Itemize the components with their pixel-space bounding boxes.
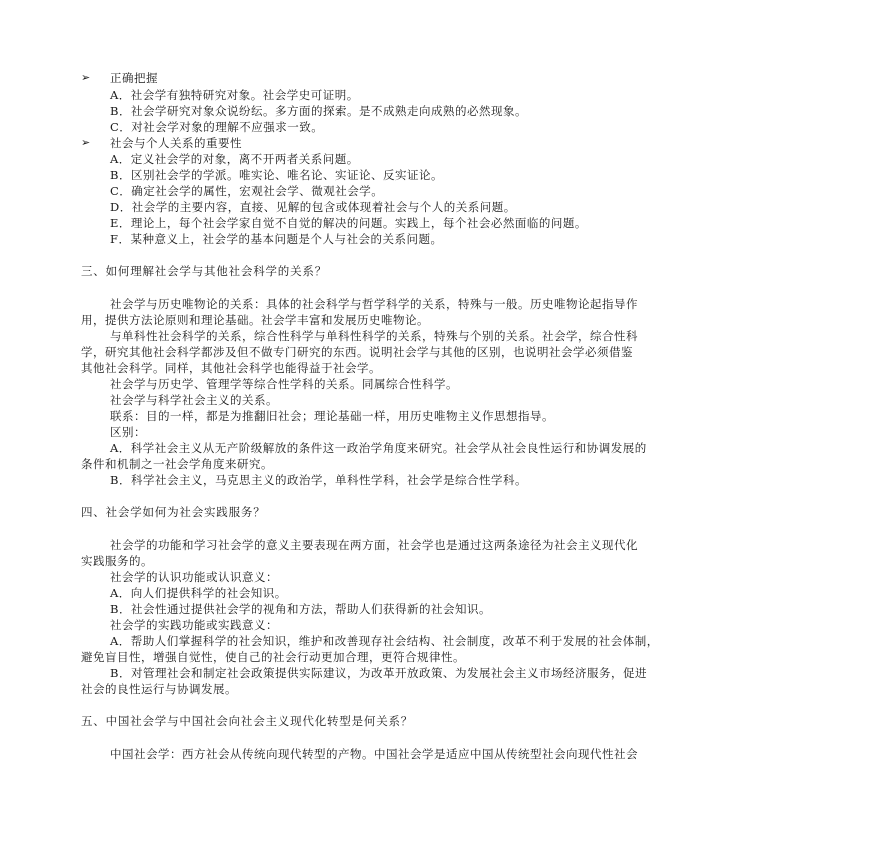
section-heading: 三、如何理解社会学与其他社会科学的关系？ — [81, 264, 327, 278]
paragraph-line: A．帮助人们掌握科学的社会知识，维护和改善现存社会结构、社会制度，改革不利于发展的社会体制， — [110, 634, 659, 648]
paragraph-line: 实践服务的。 — [81, 554, 153, 568]
paragraph-line: 中国社会学：西方社会从传统向现代转型的产物。中国社会学是适应中国从传统型社会向现代性社会 — [110, 747, 638, 761]
list-item: F．某种意义上，社会学的基本问题是个人与社会的关系问题。 — [110, 232, 443, 246]
bullet-title: 正确把握 — [110, 71, 158, 85]
paragraph-line: 学，研究其他社会科学都涉及但不做专门研究的东西。说明社会学与其他的区别，也说明社会学必须借鉴 — [81, 345, 633, 359]
paragraph-line: 联系：目的一样，都是为推翻旧社会；理论基础一样，用历史唯物主义作思想指导。 — [110, 409, 554, 423]
paragraph-line: 其他社会科学。同样，其他社会科学也能得益于社会学。 — [81, 361, 381, 375]
list-item: D．社会学的主要内容，直接、见解的包含或体现着社会与个人的关系问题。 — [110, 200, 516, 214]
list-item: A．定义社会学的对象，离不开两者关系问题。 — [110, 152, 359, 166]
list-item: A．社会学有独特研究对象。社会学史可证明。 — [110, 88, 359, 102]
paragraph-line: A．向人们提供科学的社会知识。 — [110, 586, 287, 600]
section-heading: 五、中国社会学与中国社会向社会主义现代化转型是何关系？ — [81, 714, 414, 728]
list-item: B．区别社会学的学派。唯实论、唯名论、实证论、反实证论。 — [110, 168, 443, 182]
bullet-title: 社会与个人关系的重要性 — [110, 136, 242, 150]
paragraph-line: 避免盲目性，增强自觉性，使自己的社会行动更加合理，更符合规律性。 — [81, 650, 465, 664]
paragraph-line: 社会学与科学社会主义的关系。 — [110, 393, 278, 407]
paragraph-line: 社会学的认识功能或认识意义： — [110, 570, 278, 584]
list-item: C．对社会学对象的理解不应强求一致。 — [110, 120, 324, 134]
arrow-bullet-icon: ➢ — [81, 136, 91, 149]
list-item: C．确定社会学的属性，宏观社会学、微观社会学。 — [110, 184, 384, 198]
paragraph-line: B．科学社会主义，马克思主义的政治学，单科性学科，社会学是综合性学科。 — [110, 473, 527, 487]
paragraph-line: 与单科性社会科学的关系，综合性科学与单科性科学的关系，特殊与个别的关系。社会学，综合性科 — [110, 329, 638, 343]
paragraph-line: 社会学的功能和学习社会学的意义主要表现在两方面，社会学也是通过这两条途径为社会主义现代化 — [110, 538, 638, 552]
list-item: E．理论上，每个社会学家自觉不自觉的解决的问题。实践上，每个社会必然面临的问题。 — [110, 216, 587, 230]
paragraph-line: B．社会性通过提供社会学的视角和方法，帮助人们获得新的社会知识。 — [110, 602, 491, 616]
section-heading: 四、社会学如何为社会实践服务？ — [81, 505, 266, 519]
paragraph-line: 社会学与历史唯物论的关系：具体的社会科学与哲学科学的关系，特殊与一般。历史唯物论起指导作 — [110, 297, 638, 311]
paragraph-line: 社会学的实践功能或实践意义： — [110, 618, 278, 632]
paragraph-line: 区别： — [110, 425, 146, 439]
paragraph-line: 条件和机制之一社会学角度来研究。 — [81, 457, 273, 471]
paragraph-line: 社会学与历史学、管理学等综合性学科的关系。同属综合性科学。 — [110, 377, 458, 391]
arrow-bullet-icon: ➢ — [81, 71, 91, 84]
list-item: B．社会学研究对象众说纷纭。多方面的探索。是不成熟走向成熟的必然现象。 — [110, 104, 527, 118]
paragraph-line: A．科学社会主义从无产阶级解放的条件这一政治学角度来研究。社会学从社会良性运行和协调发展的 — [110, 441, 647, 455]
paragraph-line: 社会的良性运行与协调发展。 — [81, 682, 237, 696]
paragraph-line: B．对管理社会和制定社会政策提供实际建议，为改革开放政策、为发展社会主义市场经济服务，促进 — [110, 666, 647, 680]
paragraph-line: 用，提供方法论原则和理论基础。社会学丰富和发展历史唯物论。 — [81, 313, 429, 327]
